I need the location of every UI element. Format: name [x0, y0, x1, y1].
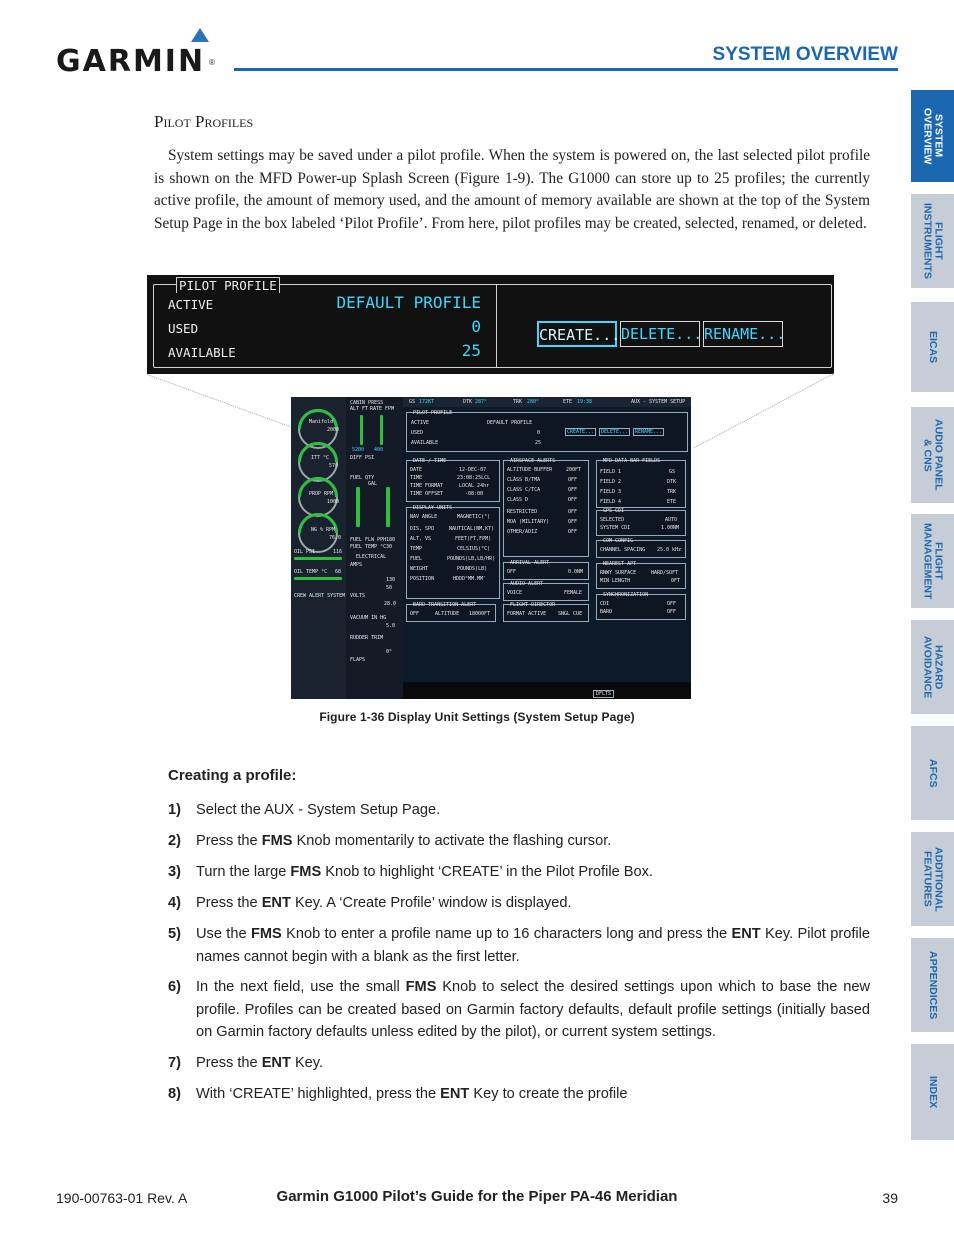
- cabin-alt-bar: [360, 415, 363, 445]
- mfd-synchronization-box: [596, 594, 686, 620]
- side-tab-index[interactable]: [911, 1044, 954, 1140]
- mfd-baro-transition-box: [406, 604, 496, 622]
- mfd-pp-used-value: 0: [537, 430, 541, 436]
- airspace-row-1-label: CLASS B/TMA: [507, 477, 541, 483]
- step-text: Use the FMS Knob to enter a profile name up to 16 characters long and press the ENT Key. Pilot profile names cannot begin with a blank as the first letter.: [196, 926, 870, 965]
- mid-label-0: CABIN PRESS: [350, 400, 384, 406]
- available-label: AVAILABLE: [168, 345, 236, 360]
- units-row-4-label: FUEL: [410, 556, 423, 562]
- gauge-value-0: 2000: [327, 427, 340, 433]
- time-offset-value: -08:00: [465, 491, 484, 497]
- gps-cdi-system-label: SYSTEM CDI: [600, 525, 631, 531]
- nav-field-7: 19:38: [577, 399, 593, 405]
- mid-value-0: 5200: [352, 447, 365, 453]
- step-text: Select the AUX - System Setup Page.: [196, 802, 441, 818]
- mfd-pp-used-label: USED: [411, 430, 424, 436]
- mfd-data-bar-box: [596, 460, 686, 508]
- arrival-alert-distance: 0.0NM: [568, 569, 584, 575]
- data-bar-field-2-label: FIELD 3: [600, 489, 622, 495]
- min-length-value: 0FT: [671, 578, 681, 584]
- data-bar-field-0-label: FIELD 1: [600, 469, 622, 475]
- units-row-3-label: TEMP: [410, 546, 423, 552]
- units-row-2-value: FEET(FT,FPM): [455, 536, 492, 542]
- eis-engine-strip: [291, 397, 346, 699]
- audio-alert-title: AUDIO ALERT: [510, 581, 544, 587]
- header-rule: [234, 68, 898, 71]
- data-bar-field-2-value: TRK: [667, 489, 677, 495]
- time-label: TIME: [410, 475, 423, 481]
- side-tab-eicas[interactable]: [911, 302, 954, 392]
- arrival-alert-state: OFF: [507, 569, 517, 575]
- side-tab-afcs[interactable]: [911, 726, 954, 820]
- nav-field-4: TRK: [513, 399, 523, 405]
- nav-field-0: GS: [409, 399, 416, 405]
- step-keyword: FMS: [405, 979, 437, 995]
- step-keyword: FMS: [261, 833, 293, 849]
- airspace-row-6-label: OTHER/ADIZ: [507, 529, 538, 535]
- airspace-row-1-value: OFF: [568, 477, 578, 483]
- side-tab-flight-instruments[interactable]: [911, 194, 954, 288]
- side-tab-label: AUDIO PANEL & CNS: [921, 419, 945, 491]
- footer-page-number: 39: [882, 1190, 898, 1206]
- create-button[interactable]: CREATE...: [537, 321, 617, 347]
- com-config-title: COM CONFIG: [603, 538, 634, 544]
- airspace-row-0-label: ALTITUDE BUFFER: [507, 467, 553, 473]
- nav-field-1: 172KT: [419, 399, 435, 405]
- gps-cdi-selected-label: SELECTED: [600, 517, 625, 523]
- mid-value-6: 50: [386, 585, 393, 591]
- min-length-label: MIN LENGTH: [600, 578, 631, 584]
- pilot-profile-divider: [496, 285, 497, 367]
- step-keyword: FMS: [250, 926, 282, 942]
- side-tab-appendices[interactable]: [911, 938, 954, 1032]
- step-keyword: ENT: [440, 1086, 470, 1102]
- mid-label-9: AMPS: [350, 562, 363, 568]
- used-label: USED: [168, 321, 199, 336]
- mfd-arrival-alert-box: [503, 562, 589, 580]
- date-time-title: DATE / TIME: [413, 458, 447, 464]
- baro-transition-alt-value: 18000FT: [469, 611, 491, 617]
- mfd-com-config-box: [596, 540, 686, 558]
- arrival-alert-title: ARRIVAL ALERT: [510, 560, 550, 566]
- gauge-label-1: ITT °C: [311, 455, 330, 461]
- channel-spacing-label: CHANNEL SPACING: [600, 547, 646, 553]
- nav-field-5: 280°: [527, 399, 540, 405]
- procedure-step: [168, 892, 870, 915]
- figure-caption: Figure 1-36 Display Unit Settings (System Setup Page): [319, 710, 635, 724]
- mid-value-9: 0°: [386, 649, 393, 655]
- airspace-alerts-title: AIRSPACE ALERTS: [510, 458, 556, 464]
- units-row-0-value: MAGNETIC(°): [457, 514, 491, 520]
- voice-label: VOICE: [507, 590, 523, 596]
- step-number: 5): [168, 926, 181, 942]
- procedure-step: [168, 976, 870, 1044]
- data-bar-title: MFD DATA BAR FIELDS: [603, 458, 661, 464]
- baro-transition-state: OFF: [410, 611, 420, 617]
- data-bar-field-1-value: DTK: [667, 479, 677, 485]
- baro-transition-title: BARO TRANSITION ALERT: [413, 602, 477, 608]
- mfd-pilot-profile-box: [406, 412, 688, 452]
- side-tab-audio-panel-cns[interactable]: [911, 407, 954, 503]
- mfd-pp-available-label: AVAILABLE: [411, 440, 439, 446]
- mid-value-1: 400: [374, 447, 384, 453]
- active-label: ACTIVE: [168, 297, 214, 312]
- gauge-label-2: PROP RPM: [309, 491, 334, 497]
- oil-psi-value: 116: [333, 549, 343, 555]
- mid-label-10: VOLTS: [350, 593, 366, 599]
- step-keyword: ENT: [261, 1055, 291, 1071]
- units-row-2-label: ALT, VS: [410, 536, 432, 542]
- units-row-6-value: HDDD°MM.MM': [453, 576, 487, 582]
- display-units-title: DISPLAY UNITS: [413, 505, 453, 511]
- units-row-4-value: POUNDS(LB,LB/HR): [447, 556, 496, 562]
- garmin-logo: [56, 34, 221, 79]
- airspace-row-2-value: OFF: [568, 487, 578, 493]
- cabin-rate-bar: [380, 415, 383, 445]
- airspace-row-0-value: 200FT: [566, 467, 582, 473]
- gauge-label-3: NG % RPM: [311, 527, 336, 533]
- side-tab-hazard-avoidance[interactable]: [911, 620, 954, 714]
- oil-temp-value: 68: [335, 569, 342, 575]
- date-label: DATE: [410, 467, 423, 473]
- side-tab-additional-features[interactable]: [911, 832, 954, 926]
- data-bar-field-0-value: GS: [669, 469, 676, 475]
- oil-temp-bar: [294, 577, 342, 580]
- gps-cdi-title: GPS CDI: [603, 508, 625, 514]
- units-row-3-value: CELSIUS(°C): [457, 546, 491, 552]
- cdi-sync-value: OFF: [667, 601, 677, 607]
- step-number: 8): [168, 1086, 181, 1102]
- synchronization-title: SYNCHRONIZATION: [603, 592, 649, 598]
- fd-format-label: FORMAT ACTIVE: [507, 611, 547, 617]
- baro-sync-label: BARO: [600, 609, 613, 615]
- airspace-row-3-label: CLASS D: [507, 497, 529, 503]
- dflts-softkey[interactable]: DFLTS: [593, 690, 614, 698]
- mid-label-1: ALT FT: [350, 406, 369, 412]
- mid-value-8: 5.0: [386, 623, 396, 629]
- data-bar-field-1-label: FIELD 2: [600, 479, 622, 485]
- flight-director-title: FLIGHT DIRECTOR: [510, 602, 556, 608]
- step-text: Press the ENT Key. A ‘Create Profile’ window is displayed.: [196, 895, 572, 911]
- mid-label-13: FLAPS: [350, 657, 366, 663]
- side-tab-label: FLIGHT INSTRUMENTS: [921, 203, 945, 279]
- crew-alert-label: CREW ALERT SYSTEM: [294, 593, 346, 599]
- mfd-audio-alert-box: [503, 583, 589, 601]
- mid-label-4: FUEL QTY: [350, 475, 375, 481]
- callout-line-right: [694, 373, 834, 448]
- procedure-step: [168, 1083, 870, 1106]
- prop-rpm-gauge: [298, 477, 338, 517]
- side-tab-flight-management[interactable]: [911, 514, 954, 608]
- nearest-apt-title: NEAREST APT: [603, 561, 637, 567]
- cdi-sync-label: CDI: [600, 601, 610, 607]
- fuel-left-bar: [356, 487, 360, 527]
- airspace-row-2-label: CLASS C/TCA: [507, 487, 541, 493]
- pilot-profile-panel: [147, 275, 834, 374]
- step-number: 6): [168, 979, 181, 995]
- step-number: 2): [168, 833, 181, 849]
- mfd-display-units-box: [406, 507, 500, 599]
- time-offset-label: TIME OFFSET: [410, 491, 444, 497]
- step-text: Turn the large FMS Knob to highlight ‘CREATE’ in the Pilot Profile Box.: [196, 864, 653, 880]
- step-number: 1): [168, 802, 181, 818]
- procedure-step: [168, 923, 870, 968]
- side-tab-label: ADDITIONAL FEATURES: [921, 846, 945, 912]
- side-tab-system-overview[interactable]: [911, 90, 954, 182]
- mfd-pp-title: PILOT PROFILE: [413, 410, 453, 416]
- gauge-value-2: 1000: [327, 499, 340, 505]
- mfd-delete-button[interactable]: DELETE...: [601, 429, 629, 435]
- mid-label-6: FUEL FLW PPH: [350, 537, 387, 543]
- nav-page-title: AUX - SYSTEM SETUP: [631, 399, 686, 405]
- data-bar-field-3-value: ETE: [667, 499, 677, 505]
- fuel-right-bar: [386, 487, 390, 527]
- units-row-6-label: POSITION: [410, 576, 435, 582]
- mfd-airspace-alerts-box: [503, 460, 589, 557]
- airspace-row-5-value: OFF: [568, 519, 578, 525]
- mfd-system-setup-screenshot: [291, 397, 691, 699]
- airspace-row-4-label: RESTRICTED: [507, 509, 538, 515]
- date-value: 12-DEC-07: [459, 467, 487, 473]
- mfd-nearest-apt-box: [596, 563, 686, 589]
- side-tab-label: SYSTEM OVERVIEW: [921, 107, 945, 165]
- data-bar-field-3-label: FIELD 4: [600, 499, 622, 505]
- step-keyword: ENT: [261, 895, 291, 911]
- rnwy-surface-label: RNWY SURFACE: [600, 570, 637, 576]
- step-number: 3): [168, 864, 181, 880]
- rename-button[interactable]: RENAME...: [703, 321, 783, 347]
- oil-temp-label: OIL TEMP °C: [294, 569, 328, 575]
- callout-line-left: [147, 374, 302, 431]
- nav-field-3: 287°: [475, 399, 488, 405]
- eis-secondary-strip: [346, 397, 403, 699]
- step-keyword: ENT: [731, 926, 761, 942]
- time-format-value: LOCAL 24hr: [459, 483, 490, 489]
- mfd-flight-director-box: [503, 604, 589, 622]
- time-value: 23:08:25LCL: [457, 475, 491, 481]
- mid-value-7: 28.0: [384, 601, 397, 607]
- airspace-row-6-value: OFF: [568, 529, 578, 535]
- section-title: SYSTEM OVERVIEW: [712, 44, 898, 65]
- gps-cdi-system-value: 1.00NM: [661, 525, 680, 531]
- gauge-value-3: 76.0: [329, 535, 342, 541]
- delete-button[interactable]: DELETE...: [620, 321, 700, 347]
- baro-transition-alt-label: ALTITUDE: [435, 611, 460, 617]
- airspace-row-5-label: MOA (MILITARY): [507, 519, 550, 525]
- airspace-row-4-value: OFF: [568, 509, 578, 515]
- procedure-heading: Creating a profile:: [168, 767, 297, 784]
- units-row-5-label: WEIGHT: [410, 566, 429, 572]
- baro-sync-value: OFF: [667, 609, 677, 615]
- mfd-pp-available-value: 25: [535, 440, 542, 446]
- side-tab-label: FLIGHT MANAGEMENT: [921, 522, 945, 600]
- mid-label-12: RUDDER TRIM: [350, 635, 384, 641]
- step-text: In the next field, use the small FMS Knob to select the desired settings upon which to base the new profile. Profiles can be created based on Garmin factory defaults, default profile settings (initially based on Garmin factory defaults unless edited by the pilot), or current system settings.: [196, 979, 870, 1040]
- logo-triangle-icon: [191, 28, 209, 42]
- side-tab-label: AFCS: [927, 758, 939, 788]
- units-row-0-label: NAV ANGLE: [410, 514, 438, 520]
- side-tab-label: EICAS: [927, 330, 939, 364]
- mid-value-3: 180: [386, 537, 396, 543]
- logo-wordmark: GARMIN: [56, 44, 206, 79]
- rnwy-surface-value: HARD/SOFT: [651, 570, 679, 576]
- fd-format-value: SNGL CUE: [558, 611, 583, 617]
- gauge-label-0: Manifold: [309, 419, 334, 425]
- oil-psi-label: OIL PSI: [294, 549, 316, 555]
- mid-label-11: VACUUM IN HG: [350, 615, 387, 621]
- mfd-gps-cdi-box: [596, 510, 686, 536]
- nav-field-2: DTK: [463, 399, 473, 405]
- mfd-rename-button[interactable]: RENAME...: [635, 429, 663, 435]
- side-tab-label: HAZARD AVOIDANCE: [921, 635, 945, 699]
- side-tab-label: APPENDICES: [927, 950, 939, 1020]
- used-value: 0: [471, 317, 481, 336]
- oil-psi-bar: [294, 557, 342, 560]
- mfd-navigation-bar: [403, 397, 691, 407]
- mid-label-3: DIFF PSI: [350, 455, 375, 461]
- mid-label-5: GAL: [368, 481, 378, 487]
- mfd-create-button[interactable]: CREATE...: [567, 429, 595, 435]
- available-value: 25: [461, 341, 481, 360]
- voice-value: FEMALE: [564, 590, 583, 596]
- mfd-date-time-box: [406, 460, 500, 502]
- pilot-profile-box: [153, 278, 832, 368]
- registered-mark: ®: [209, 58, 215, 67]
- gauge-value-1: 570: [329, 463, 339, 469]
- mid-value-4: 30: [386, 544, 393, 550]
- mfd-pp-active-value: DEFAULT PROFILE: [487, 420, 533, 426]
- body-paragraph: System settings may be saved under a pilot profile. When the system is powered on, the last selected pilot profile is shown on the MFD Power-up Splash Screen (Figure 1-9). The G1000 can store up to 25 profiles; the currently active profile, the amount of memory used, and the amount of memory available are shown at the top of the System Setup Page in the box labeled ‘Pilot Profile’. From here, pilot profiles may be created, selected, renamed, or deleted.: [154, 147, 870, 232]
- mid-value-5: 130: [386, 577, 396, 583]
- units-row-1-label: DIS, SPD: [410, 526, 435, 532]
- gps-cdi-selected-value: AUTO: [665, 517, 678, 523]
- airspace-row-3-value: OFF: [568, 497, 578, 503]
- units-row-5-value: POUNDS(LB): [457, 566, 488, 572]
- step-text: With ‘CREATE’ highlighted, press the ENT Key to create the profile: [196, 1086, 628, 1102]
- mfd-pp-active-label: ACTIVE: [411, 420, 430, 426]
- mid-label-7: FUEL TEMP °C: [350, 544, 387, 550]
- subheading: Pilot Profiles: [154, 112, 254, 131]
- footer-title: Garmin G1000 Pilot’s Guide for the Piper PA-46 Meridian: [276, 1188, 678, 1205]
- active-value: DEFAULT PROFILE: [336, 293, 481, 312]
- step-text: Press the FMS Knob momentarily to activate the flashing cursor.: [196, 833, 612, 849]
- procedure-step: [168, 1052, 870, 1075]
- mfd-softkey-bar: [403, 682, 691, 699]
- mid-label-2: RATE FPM: [370, 406, 395, 412]
- procedure-step: [168, 830, 870, 853]
- procedure-step: [168, 799, 870, 822]
- footer-doc-number: 190-00763-01 Rev. A: [56, 1190, 188, 1206]
- step-text: Press the ENT Key.: [196, 1055, 324, 1071]
- step-number: 4): [168, 895, 181, 911]
- pilot-profile-title: PILOT PROFILE: [176, 277, 280, 293]
- mid-label-8: ELECTRICAL: [356, 554, 387, 560]
- procedure-step: [168, 861, 870, 884]
- step-keyword: FMS: [290, 864, 322, 880]
- step-number: 7): [168, 1055, 181, 1071]
- units-row-1-value: NAUTICAL(NM,KT): [449, 526, 495, 532]
- nav-field-6: ETE: [563, 399, 573, 405]
- ng-gauge: [298, 513, 338, 553]
- side-tab-label: INDEX: [927, 1075, 939, 1109]
- time-format-label: TIME FORMAT: [410, 483, 444, 489]
- channel-spacing-value: 25.0 kHz: [657, 547, 682, 553]
